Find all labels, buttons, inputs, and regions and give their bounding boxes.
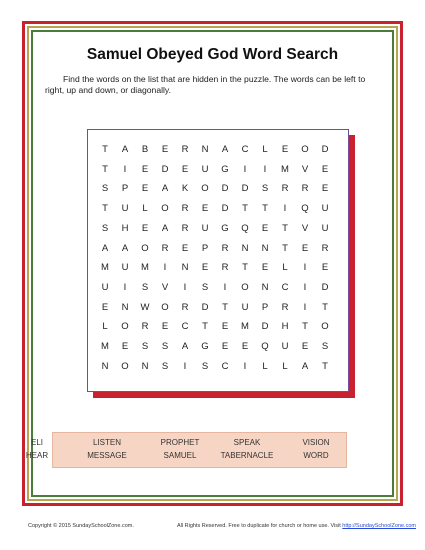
grid-letter: E (221, 321, 229, 333)
grid-row (88, 223, 350, 243)
word-list-item: VISION (302, 438, 330, 447)
grid-letter: N (181, 262, 189, 274)
footer-rights-text: All Rights Reserved. Free to duplicate for church or home use. Visit (177, 523, 341, 529)
grid-row (88, 262, 350, 282)
grid-letter: H (281, 321, 289, 333)
grid-letter: R (181, 222, 189, 234)
grid-letter: A (301, 360, 309, 372)
grid-letter: E (161, 321, 169, 333)
grid-letter: L (142, 203, 148, 215)
grid-letter: E (201, 203, 209, 215)
grid-letter: U (281, 341, 289, 352)
footer-rights (177, 523, 416, 529)
grid-letter: E (301, 242, 309, 254)
grid-letter: R (181, 203, 189, 215)
grid-letter: T (242, 262, 248, 274)
grid-letter: M (101, 341, 109, 352)
grid-letter: O (121, 321, 129, 333)
grid-letter: I (303, 262, 307, 274)
grid-letter: E (181, 163, 189, 175)
grid-letter: C (281, 281, 289, 293)
grid-letter: I (303, 281, 307, 293)
grid-row (88, 144, 350, 164)
grid-letter: N (141, 360, 149, 372)
grid-letter: E (301, 341, 309, 352)
grid-letter: A (101, 242, 109, 254)
grid-letter: U (321, 203, 329, 215)
grid-letter: A (161, 222, 169, 234)
grid-letter: O (121, 360, 129, 372)
grid-letter: S (321, 341, 329, 352)
word-list-item: TABERNACLE (220, 451, 274, 460)
grid-letter: S (201, 281, 209, 293)
grid-letter: V (301, 163, 309, 175)
grid-letter: L (262, 144, 268, 155)
grid-letter: P (201, 242, 209, 254)
grid-letter: T (242, 203, 248, 215)
grid-row (88, 282, 350, 302)
word-list-item: SAMUEL (163, 451, 197, 460)
grid-letter: B (141, 144, 149, 155)
grid-letter: N (101, 360, 109, 372)
grid-letter: S (101, 183, 109, 195)
grid-letter: S (261, 183, 269, 195)
grid-letter: E (321, 262, 329, 274)
grid-letter: E (161, 144, 169, 155)
grid-letter: R (281, 183, 289, 195)
grid-letter: E (241, 341, 249, 352)
grid-letter: P (261, 301, 269, 313)
grid-letter: E (201, 262, 209, 274)
grid-letter: V (301, 222, 309, 234)
grid-letter: E (261, 222, 269, 234)
grid-letter: U (321, 222, 329, 234)
grid-letter: E (221, 341, 229, 352)
grid-letter: O (141, 242, 149, 254)
grid-letter: Q (301, 203, 309, 215)
word-list-item: WORD (303, 451, 329, 460)
grid-letter: N (201, 144, 209, 155)
grid-letter: N (261, 242, 269, 254)
grid-letter: I (223, 281, 227, 293)
word-list-item: LISTEN (92, 438, 121, 447)
grid-letter: E (101, 301, 109, 313)
grid-letter: O (161, 203, 169, 215)
grid-letter: P (121, 183, 129, 195)
footer-copyright: Copyright © 2015 SundaySchoolZone.com. (28, 523, 134, 529)
grid-letter: I (183, 360, 187, 372)
word-list-item: MESSAGE (87, 451, 127, 460)
grid-letter: I (263, 163, 267, 175)
grid-letter: T (282, 242, 288, 254)
grid-letter: W (140, 301, 150, 313)
grid-letter: L (282, 262, 288, 274)
grid-letter: D (321, 144, 329, 155)
grid-letter: D (321, 281, 329, 293)
grid-letter: A (181, 341, 189, 352)
grid-letter: T (222, 301, 228, 313)
grid-letter: O (161, 301, 169, 313)
grid-letter: N (261, 281, 269, 293)
word-list (25, 432, 347, 468)
grid-letter: I (183, 281, 187, 293)
grid-letter: M (281, 163, 289, 175)
grid-letter: O (241, 281, 249, 293)
grid-letter: M (241, 321, 249, 333)
grid-letter: C (221, 360, 229, 372)
grid-letter: R (221, 242, 229, 254)
grid-letter: I (123, 281, 127, 293)
footer-link[interactable]: http://SundaySchoolZone.com (342, 523, 416, 529)
grid-letter: R (281, 301, 289, 313)
grid-letter: L (262, 360, 268, 372)
grid-letter: D (221, 183, 229, 195)
grid-letter: R (321, 242, 329, 254)
grid-letter: N (121, 301, 129, 313)
grid-letter: T (322, 360, 328, 372)
grid-letter: T (302, 321, 308, 333)
grid-letter: D (221, 203, 229, 215)
grid-row (88, 321, 350, 341)
grid-letter: R (181, 144, 189, 155)
grid-letter: V (161, 281, 169, 293)
grid-letter: O (201, 183, 209, 195)
grid-letter: T (202, 321, 208, 333)
grid-letter: Q (261, 341, 269, 352)
grid-letter: Q (241, 222, 249, 234)
grid-letter: G (221, 163, 229, 175)
word-list-item: HEAR (25, 451, 49, 460)
grid-letter: E (321, 163, 329, 175)
word-list-item: PROPHET (160, 438, 200, 447)
grid-letter: I (283, 203, 287, 215)
word-list-item: ELI (30, 438, 43, 447)
grid-letter: E (141, 183, 149, 195)
grid-letter: D (201, 301, 209, 313)
grid-row (88, 361, 350, 381)
grid-letter: E (121, 341, 129, 352)
grid-letter: U (241, 301, 249, 313)
grid-letter: I (163, 262, 167, 274)
grid-letter: H (121, 222, 129, 234)
grid-row (88, 341, 350, 361)
grid-letter: R (301, 183, 309, 195)
grid-letter: L (282, 360, 288, 372)
grid-letter: L (102, 321, 108, 333)
grid-letter: I (123, 163, 127, 175)
grid-letter: I (303, 301, 307, 313)
instructions-text: Find the words on the list that are hidden in the puzzle. The words can be left to right, up and down, or diagonally. (45, 74, 366, 95)
grid-letter: S (201, 360, 209, 372)
grid-letter: O (301, 144, 309, 155)
grid-letter: A (121, 242, 129, 254)
grid-letter: C (181, 321, 189, 333)
grid-letter: S (101, 222, 109, 234)
grid-letter: U (121, 203, 129, 215)
grid-letter: E (281, 144, 289, 155)
grid-letter: A (221, 144, 229, 155)
page-title: Samuel Obeyed God Word Search (86, 46, 339, 63)
grid-letter: R (181, 301, 189, 313)
grid-letter: M (141, 262, 149, 274)
grid-letter: O (321, 321, 329, 333)
grid-letter: E (181, 242, 189, 254)
grid-row (88, 183, 350, 203)
grid-letter: S (161, 360, 169, 372)
grid-letter: E (141, 222, 149, 234)
word-list-item: SPEAK (233, 438, 261, 447)
grid-letter: D (261, 321, 269, 333)
grid-letter: K (181, 183, 189, 195)
grid-letter: A (121, 144, 129, 155)
grid-letter: A (161, 183, 169, 195)
grid-letter: T (322, 301, 328, 313)
grid-letter: T (102, 163, 108, 175)
grid-letter: S (161, 341, 169, 352)
grid-letter: D (161, 163, 169, 175)
grid-letter: T (102, 203, 108, 215)
grid-letter: R (221, 262, 229, 274)
grid-row (88, 164, 350, 184)
grid-letter: T (102, 144, 108, 155)
grid-letter: N (241, 242, 249, 254)
word-search-grid (87, 129, 349, 392)
grid-letter: R (141, 321, 149, 333)
grid-letter: U (201, 222, 209, 234)
grid-letter: E (141, 163, 149, 175)
grid-row (88, 302, 350, 322)
grid-letter: G (201, 341, 209, 352)
grid-row (88, 243, 350, 263)
grid-letter: M (101, 262, 109, 274)
grid-letter: I (243, 163, 247, 175)
grid-letter: E (321, 183, 329, 195)
grid-letter: S (141, 281, 149, 293)
grid-letter: T (262, 203, 268, 215)
grid-letter: E (261, 262, 269, 274)
grid-row (88, 203, 350, 223)
grid-letter: U (201, 163, 209, 175)
grid-letter: D (241, 183, 249, 195)
grid-letter: R (161, 242, 169, 254)
grid-letter: T (282, 222, 288, 234)
grid-letter: I (243, 360, 247, 372)
grid-letter: C (241, 144, 249, 155)
grid-letter: U (121, 262, 129, 274)
grid-letter: U (101, 281, 109, 293)
grid-letter: S (141, 341, 149, 352)
grid-letter: G (221, 222, 229, 234)
